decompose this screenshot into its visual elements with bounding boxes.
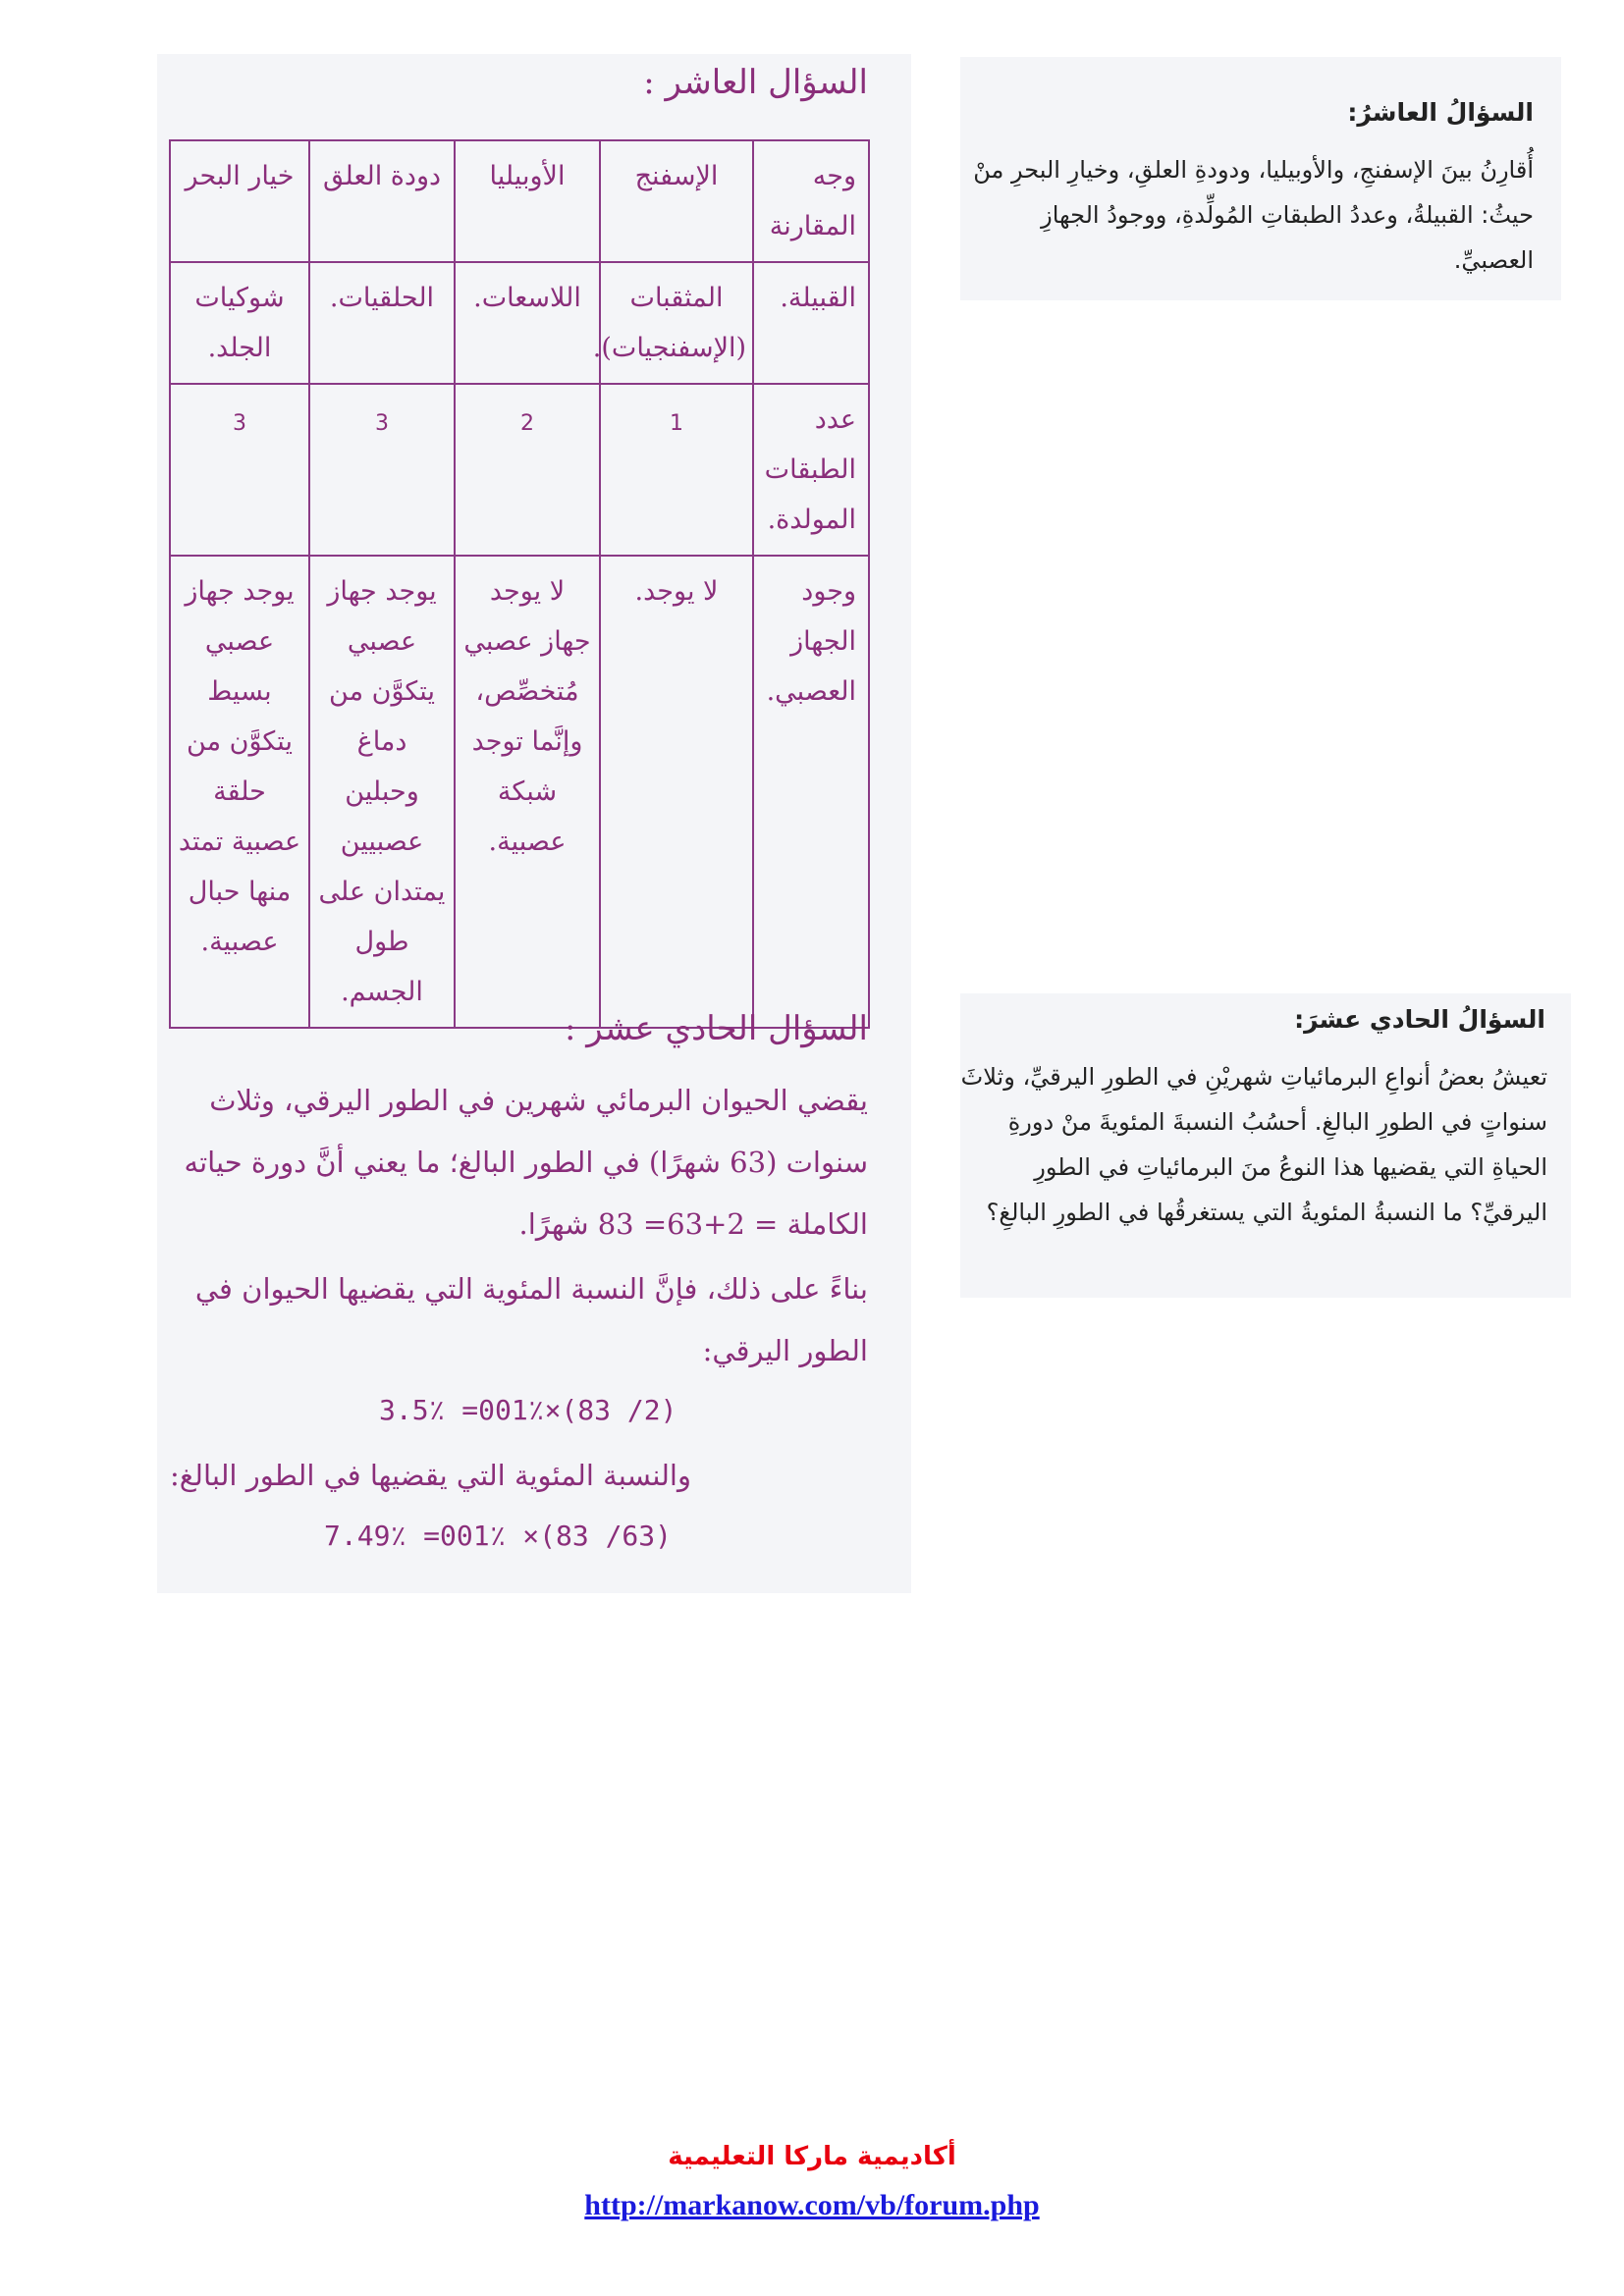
answer-q11-title: السؤال الحادي عشر : — [565, 1009, 868, 1048]
book-q10-text: أُقارِنُ بينَ الإسفنجِ، والأوبيليا، ودودةِ العلقِ، وخيارِ البحرِ منْ حيثُ: القبيلةُ، وعددُ الطبقاتِ المُولِّدةِ، ووجودُ الجهازِ العصبيِّ. — [973, 156, 1534, 274]
table-cell: اللاسعات. — [455, 262, 600, 384]
footer-link[interactable]: http://markanow.com/vb/forum.php — [584, 2189, 1040, 2221]
table-cell: الحلقيات. — [309, 262, 455, 384]
answer-q11-text: يقضي الحيوان البرمائي شهرين في الطور اليرقي، وثلاث سنوات (63 شهرًا) في الطور البالغ؛ ما يعني أنَّ دورة حياته الكاملة = 2+63= 83 شهرًا. — [184, 1084, 868, 1241]
table-header-cell: الإسفنج — [600, 140, 753, 262]
table-cell: لا يوجد. — [600, 556, 753, 1028]
table-cell: 3 — [170, 384, 309, 556]
book-q11-text: تعيشُ بعضُ أنواعِ البرمائياتِ شهريْنِ في الطورِ اليرقيِّ، وثلاثَ سنواتٍ في الطورِ البالغِ. أحسُبُ النسبةَ المئويةَ منْ دورةِ الحياةِ التي يقضيها هذا النوعُ منَ البرمائياتِ في الطورِ اليرقيِّ؟ ما النسبةُ المئويةُ التي يستغرقُها في الطورِ البالغِ؟ — [960, 1063, 1547, 1226]
book-q11-title: السؤالُ الحادي عشرَ: — [1294, 1005, 1545, 1034]
book-q10-title: السؤالُ العاشرُ: — [1347, 98, 1534, 127]
table-row — [170, 262, 869, 384]
table-cell: لا يوجد جهاز عصبي مُتخصِّص، وإنَّما توجد شبكة عصبية. — [455, 556, 600, 1028]
table-cell: يوجد جهاز عصبي يتكوَّن من دماغ وحبلين عصبيين يمتدان على طول الجسم. — [309, 556, 455, 1028]
answer-q10-title: السؤال العاشر : — [643, 63, 868, 102]
table-row-label: القبيلة. — [753, 262, 869, 384]
table-header-row — [170, 140, 869, 262]
table-cell: 3 — [309, 384, 455, 556]
table-row — [170, 556, 869, 1028]
table-row — [170, 384, 869, 556]
table-cell: المثقبات (الإسفنجيات). — [600, 262, 753, 384]
table-cell: 2 — [455, 384, 600, 556]
table-row-label: وجود الجهاز العصبي. — [753, 556, 869, 1028]
table-header-cell: الأوبيليا — [455, 140, 600, 262]
comparison-table — [169, 139, 870, 1029]
table-row-label: عدد الطبقات المولدة. — [753, 384, 869, 556]
table-cell: شوكيات الجلد. — [170, 262, 309, 384]
table-header-cell: وجه المقارنة — [753, 140, 869, 262]
equation-adult: 7.49٪ =001٪ ×(83 /63) — [324, 1520, 673, 1552]
table-header-cell: خيار البحر — [170, 140, 309, 262]
answer-q11-text2: بناءً على ذلك، فإنَّ النسبة المئوية التي يقضيها الحيوان في الطور اليرقي: — [194, 1272, 868, 1367]
answer-q11-text3: والنسبة المئوية التي يقضيها في الطور البالغ: — [169, 1459, 691, 1492]
footer-academy-name: أكاديمية ماركا التعليمية — [668, 2142, 956, 2171]
equation-larval: 3.5٪ =001٪×(83 /2) — [379, 1394, 677, 1426]
table-cell: يوجد جهاز عصبي بسيط يتكوَّن من حلقة عصبية تمتد منها حبال عصبية. — [170, 556, 309, 1028]
table-cell: 1 — [600, 384, 753, 556]
table-header-cell: دودة العلق — [309, 140, 455, 262]
